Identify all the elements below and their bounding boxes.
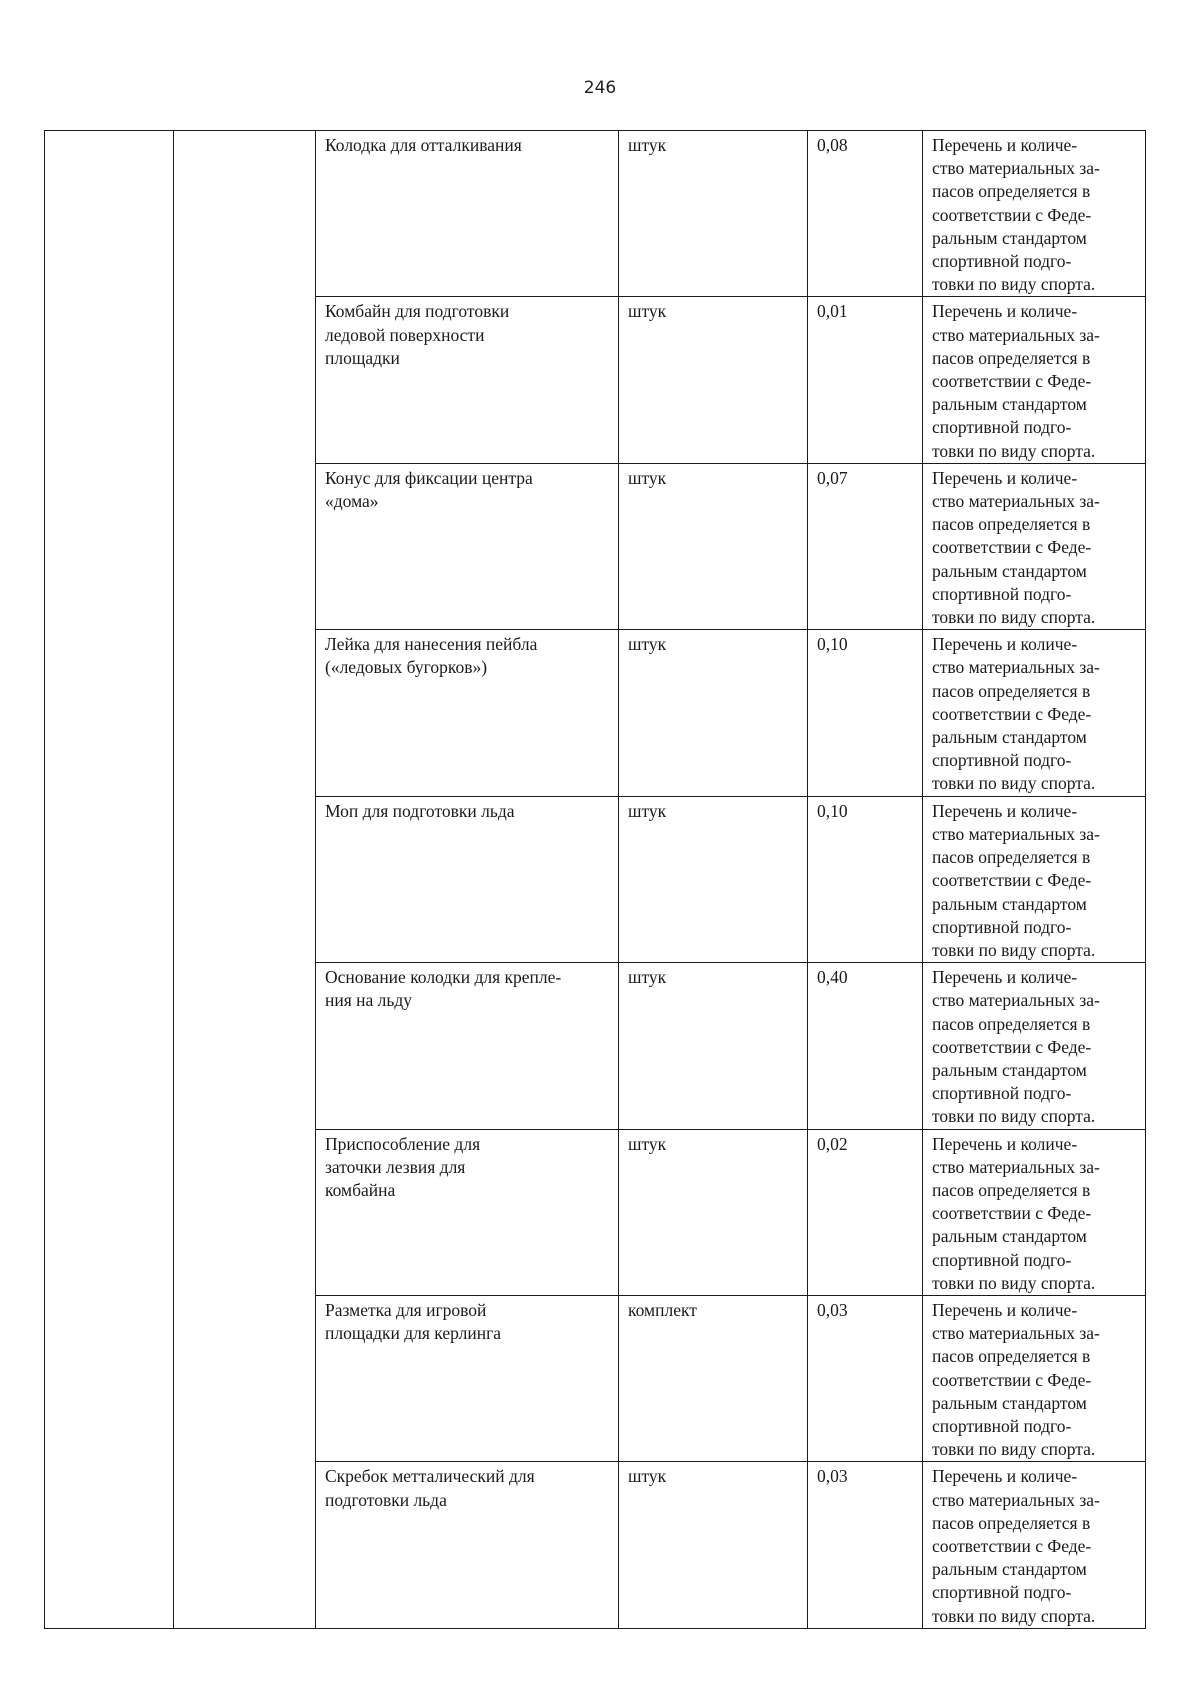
note-line: спортивной подго- xyxy=(932,583,1072,604)
note-line: пасов определяется в xyxy=(932,847,1091,868)
unit-cell: штук xyxy=(619,1129,808,1295)
unit-cell: штук xyxy=(619,796,808,962)
note-line: пасов определяется в xyxy=(932,514,1091,535)
note-line: ральным стандартом xyxy=(932,727,1087,748)
note-line: соответствии с Феде- xyxy=(932,1036,1092,1057)
note-cell xyxy=(923,796,1146,962)
quantity-cell: 0,08 xyxy=(808,131,923,297)
quantity-cell: 0,07 xyxy=(808,463,923,629)
unit-cell: комплект xyxy=(619,1295,808,1461)
note-line: пасов определяется в xyxy=(932,1346,1091,1367)
item-name-line: Колодка для отталкивания xyxy=(325,135,522,155)
merged-empty-cell-2 xyxy=(174,131,316,1629)
note-line: пасов определяется в xyxy=(932,347,1091,368)
unit-cell: штук xyxy=(619,131,808,297)
note-line: товки по виду спорта. xyxy=(932,1272,1096,1293)
item-name-line: «дома» xyxy=(325,491,379,512)
note-line: спортивной подго- xyxy=(932,1249,1072,1270)
item-name-cell xyxy=(316,1129,619,1295)
note-line: товки по виду спорта. xyxy=(932,1439,1096,1460)
merged-empty-cell-1 xyxy=(45,131,174,1629)
quantity-cell: 0,10 xyxy=(808,630,923,796)
note-line: пасов определяется в xyxy=(932,181,1091,202)
note-line: товки по виду спорта. xyxy=(932,607,1096,628)
unit-cell: штук xyxy=(619,297,808,463)
note-line: Перечень и количе- xyxy=(932,967,1078,988)
item-name-line: ния на льду xyxy=(325,990,413,1011)
item-name-line: площадки для керлинга xyxy=(325,1323,502,1344)
note-line: товки по виду спорта. xyxy=(932,1106,1096,1127)
note-line: спортивной подго- xyxy=(932,417,1072,438)
note-line: ральным стандартом xyxy=(932,1059,1087,1080)
note-line: Перечень и количе- xyxy=(932,135,1078,155)
note-line: Перечень и количе- xyxy=(932,301,1078,322)
item-name-line: Скребок метталический для xyxy=(325,1466,535,1487)
note-line: ство материальных за- xyxy=(932,1323,1100,1344)
unit-cell: штук xyxy=(619,1462,808,1628)
table-body xyxy=(45,131,1146,1629)
page-number: 246 xyxy=(583,78,617,98)
note-line: ство материальных за- xyxy=(932,990,1100,1011)
note-line: ство материальных за- xyxy=(932,657,1100,678)
note-cell xyxy=(923,297,1146,463)
item-name-cell xyxy=(316,131,619,297)
note-line: ральным стандартом xyxy=(932,1392,1087,1413)
note-line: товки по виду спорта. xyxy=(932,440,1096,461)
note-line: ство материальных за- xyxy=(932,1489,1100,1510)
quantity-cell: 0,02 xyxy=(808,1129,923,1295)
item-name-line: Лейка для нанесения пейбла xyxy=(325,634,538,655)
item-name-line: заточки лезвия для xyxy=(325,1156,466,1177)
unit-cell: штук xyxy=(619,963,808,1129)
item-name-line: ледовой поверхности xyxy=(325,324,485,345)
quantity-cell: 0,10 xyxy=(808,796,923,962)
note-line: спортивной подго- xyxy=(932,251,1072,272)
note-line: Перечень и количе- xyxy=(932,800,1078,821)
item-name-line: комбайна xyxy=(325,1179,396,1200)
equipment-table xyxy=(44,130,1146,1629)
quantity-cell: 0,03 xyxy=(808,1295,923,1461)
note-line: соответствии с Феде- xyxy=(932,1369,1092,1390)
note-cell xyxy=(923,1129,1146,1295)
table-row xyxy=(45,131,1146,297)
item-name-line: подготовки льда xyxy=(325,1489,447,1510)
note-line: ство материальных за- xyxy=(932,158,1100,179)
item-name-cell xyxy=(316,963,619,1129)
note-line: спортивной подго- xyxy=(932,1582,1072,1603)
quantity-cell: 0,03 xyxy=(808,1462,923,1628)
note-line: пасов определяется в xyxy=(932,1013,1091,1034)
item-name-cell xyxy=(316,630,619,796)
note-line: пасов определяется в xyxy=(932,1179,1091,1200)
unit-cell: штук xyxy=(619,630,808,796)
item-name-cell xyxy=(316,297,619,463)
note-line: ральным стандартом xyxy=(932,560,1087,581)
note-line: товки по виду спорта. xyxy=(932,274,1096,295)
quantity-cell: 0,40 xyxy=(808,963,923,1129)
note-line: Перечень и количе- xyxy=(932,1466,1078,1487)
note-line: ство материальных за- xyxy=(932,823,1100,844)
note-line: товки по виду спорта. xyxy=(932,939,1096,960)
item-name-line: Основание колодки для крепле- xyxy=(325,967,562,988)
note-line: пасов определяется в xyxy=(932,680,1091,701)
note-line: Перечень и количе- xyxy=(932,1299,1078,1320)
note-line: ральным стандартом xyxy=(932,1559,1087,1580)
item-name-line: Моп для подготовки льда xyxy=(325,800,515,821)
item-name-cell xyxy=(316,796,619,962)
note-line: ральным стандартом xyxy=(932,1226,1087,1247)
note-line: соответствии с Феде- xyxy=(932,1203,1092,1224)
item-name-line: Комбайн для подготовки xyxy=(325,301,510,322)
item-name-cell xyxy=(316,1295,619,1461)
note-line: Перечень и количе- xyxy=(932,634,1078,655)
note-line: спортивной подго- xyxy=(932,1083,1072,1104)
note-line: товки по виду спорта. xyxy=(932,1605,1096,1626)
note-line: спортивной подго- xyxy=(932,750,1072,771)
note-line: соответствии с Феде- xyxy=(932,537,1092,558)
note-cell xyxy=(923,1462,1146,1628)
note-cell xyxy=(923,1295,1146,1461)
note-line: ство материальных за- xyxy=(932,491,1100,512)
note-line: соответствии с Феде- xyxy=(932,703,1092,724)
item-name-cell xyxy=(316,1462,619,1628)
unit-cell: штук xyxy=(619,463,808,629)
note-line: ральным стандартом xyxy=(932,394,1087,415)
item-name-line: площадки xyxy=(325,347,400,368)
item-name-cell xyxy=(316,463,619,629)
note-line: товки по виду спорта. xyxy=(932,773,1096,794)
note-line: Перечень и количе- xyxy=(932,467,1078,488)
note-line: ство материальных за- xyxy=(932,1156,1100,1177)
note-cell xyxy=(923,963,1146,1129)
note-cell xyxy=(923,463,1146,629)
note-line: соответствии с Феде- xyxy=(932,204,1092,225)
note-cell xyxy=(923,131,1146,297)
note-line: соответствии с Феде- xyxy=(932,371,1092,392)
note-line: ральным стандартом xyxy=(932,893,1087,914)
note-line: спортивной подго- xyxy=(932,1415,1072,1436)
note-line: спортивной подго- xyxy=(932,916,1072,937)
quantity-cell: 0,01 xyxy=(808,297,923,463)
item-name-line: Конус для фиксации центра xyxy=(325,467,533,488)
note-line: соответствии с Феде- xyxy=(932,870,1092,891)
note-line: ральным стандартом xyxy=(932,227,1087,248)
note-line: пасов определяется в xyxy=(932,1512,1091,1533)
item-name-line: Разметка для игровой xyxy=(325,1299,487,1320)
note-line: ство материальных за- xyxy=(932,324,1100,345)
note-line: Перечень и количе- xyxy=(932,1133,1078,1154)
item-name-line: Приспособление для xyxy=(325,1133,481,1154)
item-name-line: («ледовых бугорков») xyxy=(325,657,488,678)
note-cell xyxy=(923,630,1146,796)
note-line: соответствии с Феде- xyxy=(932,1535,1092,1556)
